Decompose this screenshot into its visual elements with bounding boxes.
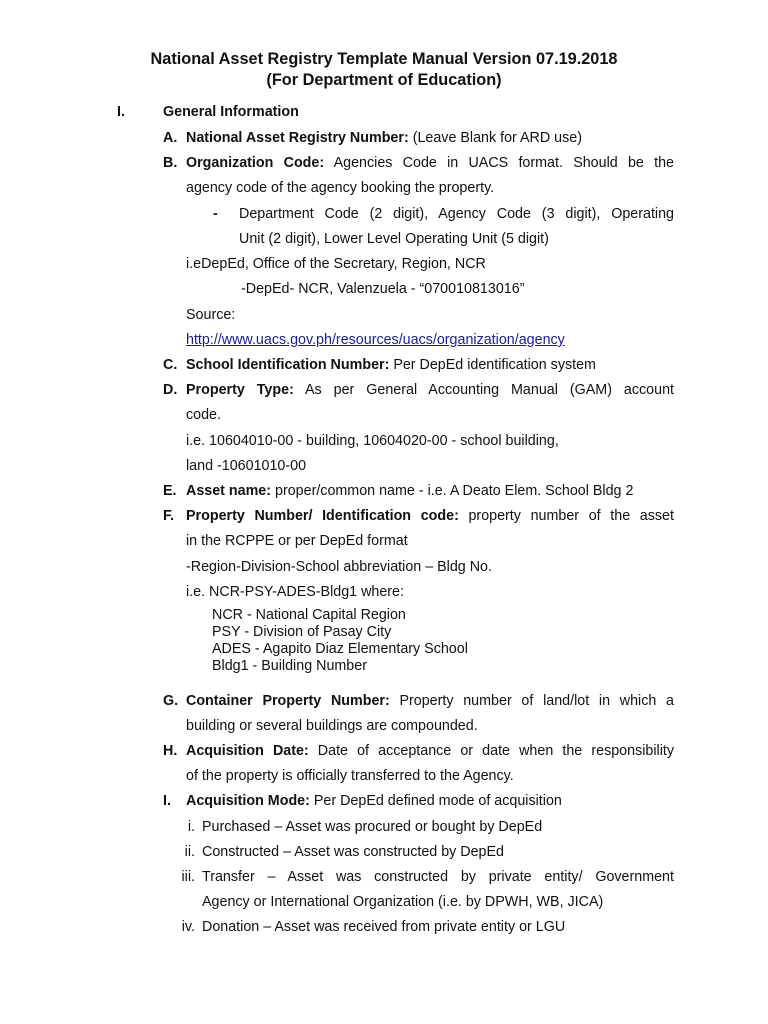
item-h-line-2: of the property is officially transferred to the Agency. [186, 768, 514, 784]
item-b-text-1: Agencies Code in UACS format. Should be the [324, 155, 674, 171]
item-f-label: Property Number/ Identification code: [186, 508, 459, 524]
item-g-line-2: building or several buildings are compounded. [186, 718, 478, 734]
section-numeral: I. [117, 104, 125, 120]
item-e-marker: E. [163, 483, 177, 499]
item-g-label: Container Property Number: [186, 693, 390, 709]
item-a-text: (Leave Blank for ARD use) [408, 130, 582, 146]
page-title-line-2: (For Department of Education) [266, 71, 502, 89]
item-d-text-1: As per General Accounting Manual (GAM) account [293, 382, 674, 398]
item-h-marker: H. [163, 743, 178, 759]
item-a-marker: A. [163, 130, 178, 146]
item-b-dash: - [213, 206, 218, 222]
item-i-line [186, 792, 562, 811]
item-f-marker: F. [163, 508, 175, 524]
mode-4-text: Donation – Asset was received from private entity or LGU [202, 919, 566, 935]
item-b-label: Organization Code: [186, 155, 325, 171]
mode-2-number: ii. [184, 844, 195, 860]
item-d-line-4: land -10601010-00 [186, 458, 307, 474]
item-d-line-2: code. [186, 407, 221, 423]
item-f-line-2: in the RCPPE or per DepEd format [186, 533, 408, 549]
item-g-marker: G. [163, 693, 179, 709]
mode-2-text: Constructed – Asset was constructed by DepEd [202, 844, 504, 860]
item-h-line-1 [186, 742, 674, 761]
item-b-source-link-wrap [186, 331, 565, 350]
item-f-line-1 [186, 507, 674, 526]
mode-4-number: iv. [181, 919, 195, 935]
item-f-def-2: PSY - Division of Pasay City [212, 624, 392, 640]
item-d-line-1 [186, 381, 674, 400]
item-i-marker: I. [163, 793, 171, 809]
item-g-line-1 [186, 692, 674, 711]
item-e-text: proper/common name - i.e. A Deato Elem. School Bldg 2 [271, 483, 634, 499]
item-f-def-3: ADES - Agapito Diaz Elementary School [212, 641, 468, 657]
item-b-sub-line-1: Department Code (2 digit), Agency Code (3 digit), Operating [239, 206, 674, 222]
item-f-text-1: property number of the asset [458, 508, 674, 524]
item-e-label: Asset name: [186, 483, 272, 499]
item-f-line-3: -Region-Division-School abbreviation – Bldg No. [186, 559, 492, 575]
item-f-def-4: Bldg1 - Building Number [212, 658, 367, 674]
mode-3-text-2: Agency or International Organization (i.e. by DPWH, WB, JICA) [202, 894, 604, 910]
item-a-line [186, 129, 582, 148]
item-b-line-2: agency code of the agency booking the property. [186, 180, 495, 196]
item-i-text: Per DepEd defined mode of acquisition [309, 793, 562, 809]
item-b-line-1 [186, 154, 674, 173]
item-b-example-1: i.eDepEd, Office of the Secretary, Region, NCR [186, 256, 486, 272]
mode-3-number: iii. [181, 869, 195, 885]
item-c-line [186, 356, 596, 375]
item-f-def-1: NCR - National Capital Region [212, 607, 406, 623]
item-d-label: Property Type: [186, 382, 294, 398]
section-heading: General Information [163, 104, 299, 120]
item-i-label: Acquisition Mode: [186, 793, 310, 809]
item-a-label: National Asset Registry Number: [186, 130, 409, 146]
item-h-label: Acquisition Date: [186, 743, 309, 759]
item-e-line [186, 482, 633, 501]
item-b-sub-line-2: Unit (2 digit), Lower Level Operating Unit (5 digit) [239, 231, 549, 247]
item-g-text-1: Property number of land/lot in which a [389, 693, 674, 709]
item-d-marker: D. [163, 382, 178, 398]
item-b-source-label: Source: [186, 307, 236, 323]
item-c-label: School Identification Number: [186, 357, 390, 373]
mode-1-text: Purchased – Asset was procured or bought by DepEd [202, 819, 543, 835]
item-b-example-2: -DepEd- NCR, Valenzuela - “070010813016” [241, 281, 525, 297]
page-title-line-1: National Asset Registry Template Manual Version 07.19.2018 [150, 50, 618, 68]
item-f-line-4: i.e. NCR-PSY-ADES-Bldg1 where: [186, 584, 404, 600]
mode-1-number: i. [187, 819, 195, 835]
source-link[interactable]: http://www.uacs.gov.ph/resources/uacs/organization/agency [186, 332, 565, 348]
item-b-marker: B. [163, 155, 178, 171]
item-c-text: Per DepEd identification system [389, 357, 596, 373]
item-d-line-3: i.e. 10604010-00 - building, 10604020-00 - school building, [186, 433, 559, 449]
item-c-marker: C. [163, 357, 178, 373]
item-h-text-1: Date of acceptance or date when the responsibility [308, 743, 675, 759]
mode-3-text-1: Transfer – Asset was constructed by private entity/ Government [202, 869, 674, 885]
